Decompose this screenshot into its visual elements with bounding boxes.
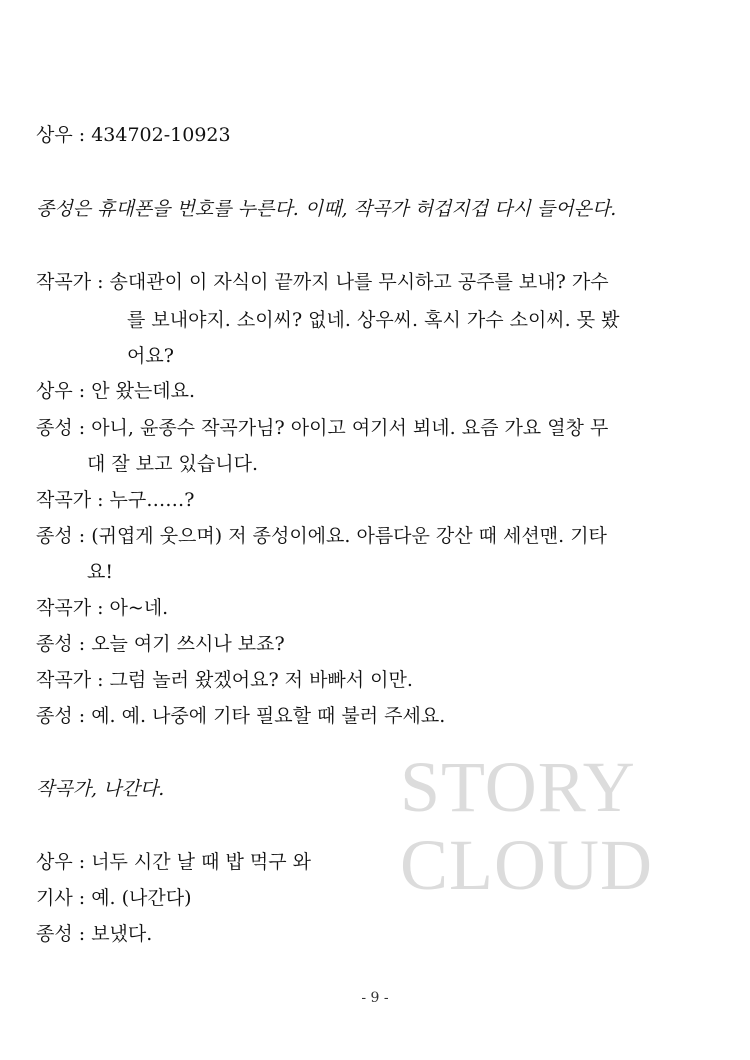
dialogue-continuation: 대 잘 보고 있습니다. bbox=[87, 453, 258, 475]
watermark-line-1: STORY bbox=[400, 747, 636, 827]
stage-direction: 종성은 휴대폰을 번호를 누른다. 이때, 작곡가 허겁지겁 다시 들어온다. bbox=[36, 198, 617, 220]
dialogue-line: 종성 : (귀엽게 웃으며) 저 종성이에요. 아름다운 강산 때 세션맨. 기타 bbox=[36, 525, 607, 547]
dialogue-line: 기사 : 예. (나간다) bbox=[36, 887, 192, 909]
dialogue-line: 상우 : 너두 시간 날 때 밥 먹구 와 bbox=[36, 851, 311, 873]
watermark-logo bbox=[400, 748, 700, 904]
dialogue-line: 작곡가 : 그럼 놀러 왔겠어요? 저 바빠서 이만. bbox=[36, 669, 413, 691]
dialogue-line: 종성 : 보냈다. bbox=[36, 923, 153, 945]
dialogue-line: 상우 : 안 왔는데요. bbox=[36, 380, 196, 402]
dialogue-line: 종성 : 예. 예. 나중에 기타 필요할 때 불러 주세요. bbox=[36, 705, 446, 727]
dialogue-continuation: 를 보내야지. 소이씨? 없네. 상우씨. 혹시 가수 소이씨. 못 봤 bbox=[127, 309, 620, 331]
dialogue-line: 작곡가 : 아~네. bbox=[36, 597, 169, 619]
dialogue-line: 상우 : 434702-10923 bbox=[36, 124, 231, 146]
dialogue-continuation: 어요? bbox=[127, 345, 174, 367]
dialogue-line: 종성 : 아니, 윤종수 작곡가님? 아이고 여기서 뵈네. 요즘 가요 열창 무 bbox=[36, 417, 609, 439]
dialogue-line: 작곡가 : 누구……? bbox=[36, 489, 195, 511]
watermark-line-2: CLOUD bbox=[400, 825, 653, 905]
dialogue-line: 종성 : 오늘 여기 쓰시나 보죠? bbox=[36, 633, 285, 655]
dialogue-continuation: 요! bbox=[87, 561, 113, 583]
dialogue-line: 작곡가 : 송대관이 이 자식이 끝까지 나를 무시하고 공주를 보내? 가수 bbox=[36, 271, 609, 293]
stage-direction: 작곡가, 나간다. bbox=[36, 778, 165, 800]
page-number: - 9 - bbox=[361, 990, 389, 1006]
